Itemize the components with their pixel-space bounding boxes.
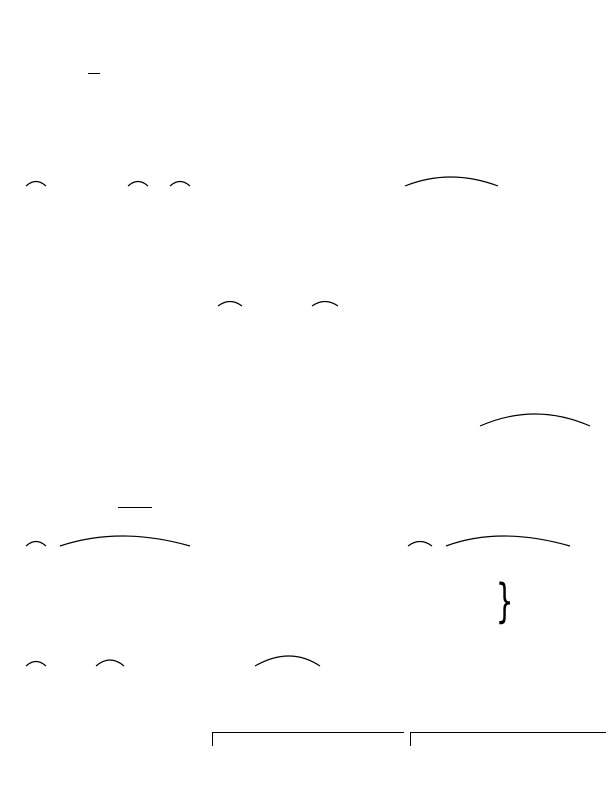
slur: [446, 536, 570, 546]
slur: [170, 182, 190, 187]
slur: [408, 542, 432, 547]
slur: [26, 662, 46, 667]
slur: [128, 182, 148, 187]
slur: [255, 656, 320, 666]
slur: [405, 177, 498, 186]
slur: [480, 414, 590, 426]
slur: [60, 536, 190, 546]
slur: [26, 542, 46, 547]
slur: [312, 302, 338, 307]
slur: [96, 660, 124, 666]
slur: [26, 182, 46, 187]
brace: }: [495, 574, 514, 628]
slur: [218, 302, 242, 307]
